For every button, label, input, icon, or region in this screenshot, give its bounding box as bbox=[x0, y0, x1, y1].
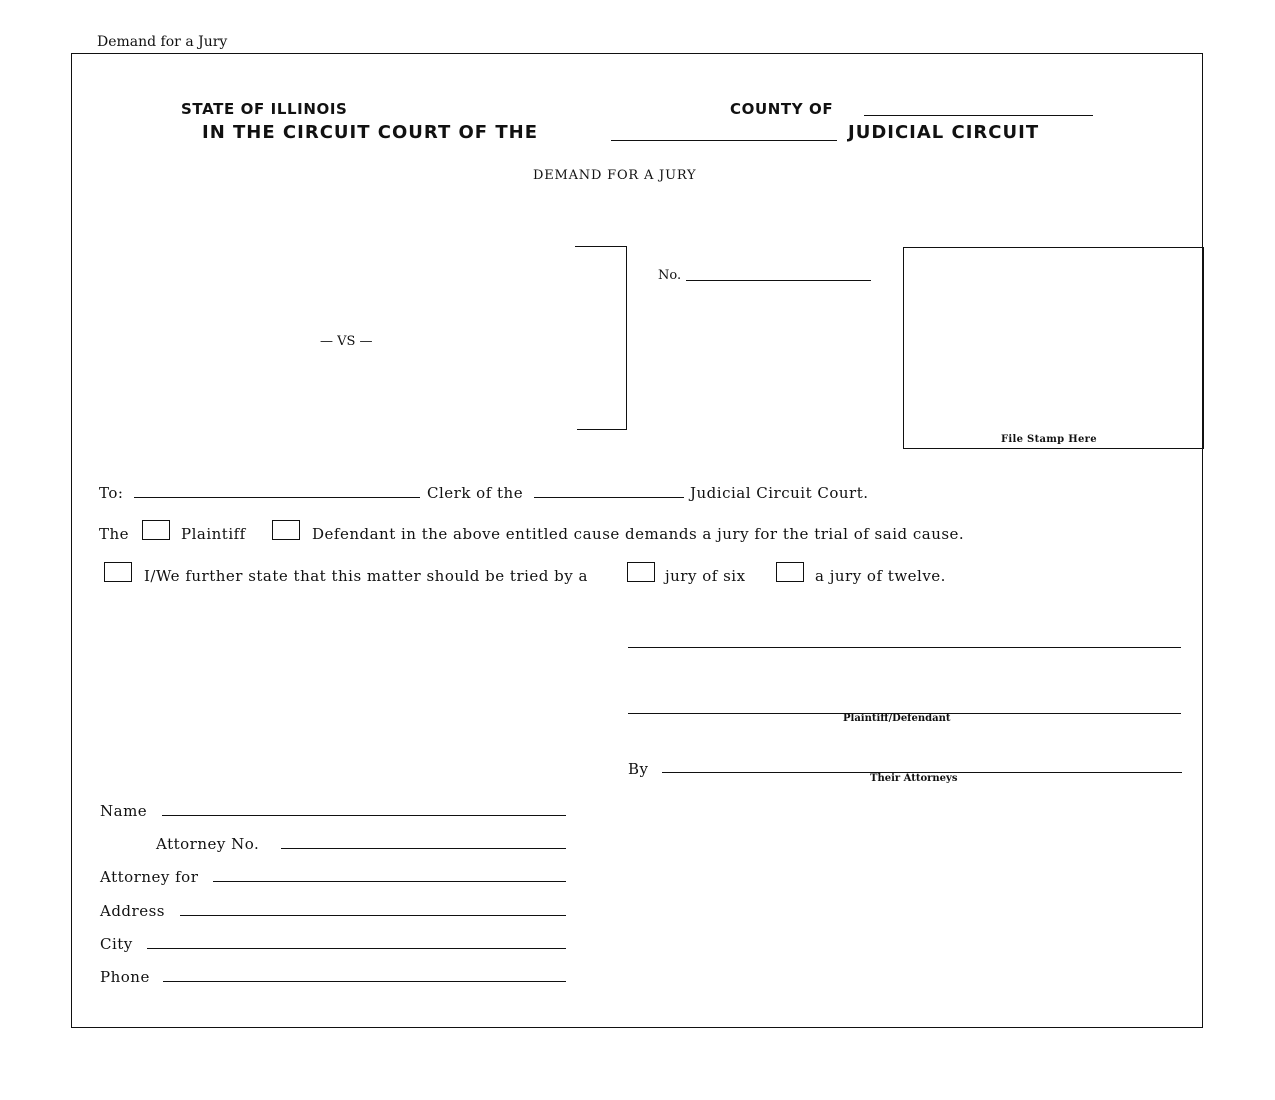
plaintiff-label: Plaintiff bbox=[181, 525, 246, 543]
jury-statement: I/We further state that this matter should be tried by a bbox=[144, 567, 588, 585]
name-label: Name bbox=[100, 802, 148, 820]
caption-bracket-side bbox=[626, 246, 627, 430]
defendant-checkbox[interactable] bbox=[272, 520, 300, 540]
attorney-for-line bbox=[213, 881, 566, 882]
county-label: COUNTY OF bbox=[730, 100, 834, 118]
address-label: Address bbox=[100, 902, 165, 920]
clerk-circuit-input[interactable] bbox=[536, 478, 682, 496]
circuit-suffix: JUDICIAL CIRCUIT bbox=[848, 122, 1040, 143]
attorney-no-label: Attorney No. bbox=[156, 835, 260, 853]
form-title: DEMAND FOR A JURY bbox=[533, 168, 697, 183]
by-label: By bbox=[628, 760, 649, 778]
county-line bbox=[864, 115, 1093, 116]
phone-line bbox=[163, 981, 566, 982]
phone-label: Phone bbox=[100, 968, 150, 986]
name-line bbox=[162, 815, 566, 816]
attorney-for-input[interactable] bbox=[215, 862, 564, 880]
attorneys-label: Their Attorneys bbox=[870, 773, 958, 784]
city-line bbox=[147, 948, 566, 949]
attorney-no-input[interactable] bbox=[283, 829, 564, 847]
document-label: Demand for a Jury bbox=[97, 34, 228, 50]
court-label: Judicial Circuit Court. bbox=[690, 484, 869, 502]
attorney-no-line bbox=[281, 848, 566, 849]
address-input[interactable] bbox=[182, 896, 564, 914]
to-input[interactable] bbox=[136, 478, 418, 496]
signature-input-1[interactable] bbox=[630, 628, 1179, 646]
caption-bracket-top bbox=[575, 246, 627, 247]
file-stamp-box bbox=[903, 247, 1204, 449]
address-line bbox=[180, 915, 566, 916]
the-label: The bbox=[99, 525, 130, 543]
defendant-text: Defendant in the above entitled cause demands a jury for the trial of said cause. bbox=[312, 525, 965, 543]
city-input[interactable] bbox=[149, 929, 564, 947]
attorney-for-label: Attorney for bbox=[100, 868, 199, 886]
jury-of-twelve-label: a jury of twelve. bbox=[815, 567, 946, 585]
versus-label: — VS — bbox=[320, 334, 373, 349]
name-input[interactable] bbox=[164, 796, 564, 814]
further-state-checkbox[interactable] bbox=[104, 562, 132, 582]
jury-of-twelve-checkbox[interactable] bbox=[776, 562, 804, 582]
party-label: Plaintiff/Defendant bbox=[843, 713, 951, 724]
attorney-signature-input[interactable] bbox=[664, 753, 1180, 771]
jury-of-six-checkbox[interactable] bbox=[627, 562, 655, 582]
case-number-input[interactable] bbox=[688, 261, 870, 279]
signature-line-1 bbox=[628, 647, 1181, 648]
city-label: City bbox=[100, 935, 133, 953]
circuit-line bbox=[611, 140, 837, 141]
county-input[interactable] bbox=[866, 96, 1092, 114]
to-label: To: bbox=[99, 484, 124, 502]
clerk-label: Clerk of the bbox=[427, 484, 524, 502]
phone-input[interactable] bbox=[165, 962, 564, 980]
caption-bracket-bottom bbox=[577, 429, 627, 430]
clerk-circuit-line bbox=[534, 497, 684, 498]
party-signature-input[interactable] bbox=[630, 694, 1179, 712]
to-line bbox=[134, 497, 420, 498]
case-number-line bbox=[686, 280, 871, 281]
circuit-prefix: IN THE CIRCUIT COURT OF THE bbox=[202, 122, 538, 143]
state-label: STATE OF ILLINOIS bbox=[181, 100, 348, 118]
plaintiff-checkbox[interactable] bbox=[142, 520, 170, 540]
circuit-input[interactable] bbox=[613, 121, 835, 139]
file-stamp-label: File Stamp Here bbox=[1001, 434, 1097, 445]
jury-of-six-label: jury of six bbox=[665, 567, 746, 585]
case-number-label: No. bbox=[658, 268, 682, 283]
